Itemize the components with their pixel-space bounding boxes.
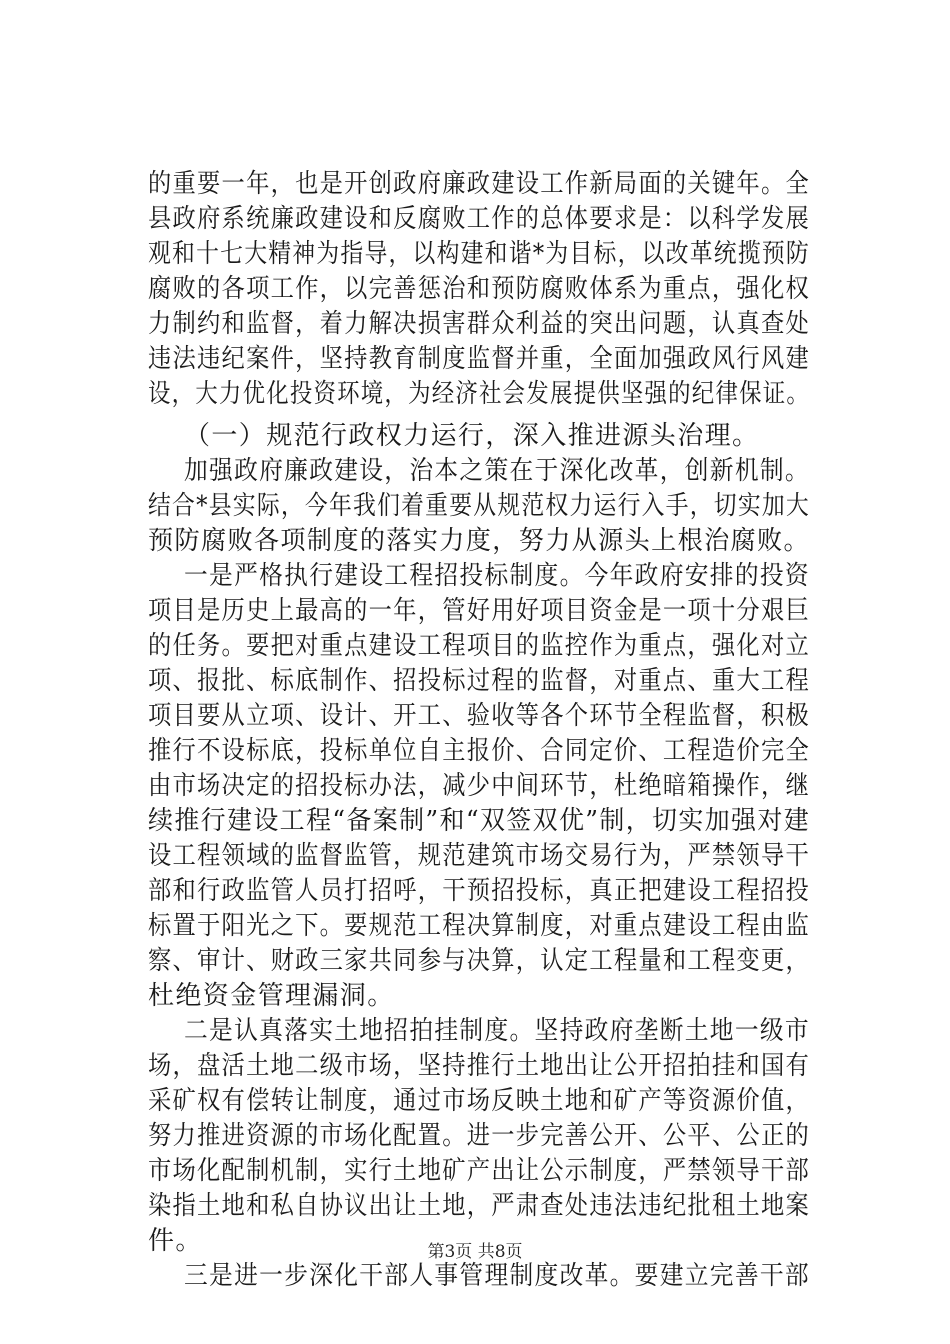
text-line: 项目是历史上最高的一年，管好用好项目资金是一项十分艰巨 — [148, 596, 810, 626]
text-line: 的重要一年，也是开创政府廉政建设工作新局面的关键年。全 — [148, 169, 810, 199]
paragraph-start: 加强政府廉政建设，治本之策在于深化改革，创新机制。 — [184, 456, 810, 486]
text-line: 的任务。要把对重点建设工程项目的监控作为重点，强化对立 — [148, 631, 810, 661]
text-line: 杜绝资金管理漏洞。 — [148, 981, 395, 1011]
paragraph-start: 三是进一步深化干部人事管理制度改革。要建立完善干部 — [184, 1261, 810, 1291]
page-number-footer: 第3页 共8页 — [427, 1242, 523, 1262]
text-line: 由市场决定的招投标办法，减少中间环节，杜绝暗箱操作，继 — [148, 771, 810, 801]
text-line: 力制约和监督，着力解决损害群众利益的突出问题，认真查处 — [148, 309, 810, 339]
text-line: 市场化配制机制，实行土地矿产出让公示制度，严禁领导干部 — [148, 1156, 810, 1186]
section-heading: （一）规范行政权力运行，深入推进源头治理。 — [184, 421, 760, 451]
text-line: 项、报批、标底制作、招投标过程的监督，对重点、重大工程 — [148, 666, 810, 696]
paragraph-start: 一是严格执行建设工程招投标制度。今年政府安排的投资 — [184, 561, 810, 591]
text-line: 观和十七大精神为指导，以构建和谐*为目标，以改革统揽预防 — [148, 239, 810, 269]
text-line: 努力推进资源的市场化配置。进一步完善公开、公平、公正的 — [148, 1121, 810, 1151]
text-line: 部和行政监管人员打招呼，干预招投标，真正把建设工程招投 — [148, 876, 810, 906]
text-line: 采矿权有偿转让制度，通过市场反映土地和矿产等资源价值， — [148, 1086, 810, 1116]
text-line: 推行不设标底，投标单位自主报价、合同定价、工程造价完全 — [148, 736, 810, 766]
text-line: 染指土地和私自协议出让土地，严肃查处违法违纪批租土地案 — [148, 1191, 810, 1221]
text-line: 预防腐败各项制度的落实力度，努力从源头上根治腐败。 — [148, 526, 810, 556]
text-line: 腐败的各项工作，以完善惩治和预防腐败体系为重点，强化权 — [148, 274, 810, 304]
text-line: 件。 — [148, 1226, 203, 1256]
text-line: 场，盘活土地二级市场，坚持推行土地出让公开招拍挂和国有 — [148, 1051, 810, 1081]
text-line: 项目要从立项、设计、开工、验收等各个环节全程监督，积极 — [148, 701, 810, 731]
text-line: 设，大力优化投资环境，为经济社会发展提供坚强的纪律保证。 — [148, 379, 811, 409]
text-line: 结合*县实际，今年我们着重要从规范权力运行入手，切实加大 — [148, 491, 810, 521]
paragraph-start: 二是认真落实土地招拍挂制度。坚持政府垄断土地一级市 — [184, 1016, 810, 1046]
text-line: 设工程领域的监督监管，规范建筑市场交易行为，严禁领导干 — [148, 841, 810, 871]
text-line: 察、审计、财政三家共同参与决算，认定工程量和工程变更， — [148, 946, 810, 976]
text-line: 标置于阳光之下。要规范工程决算制度，对重点建设工程由监 — [148, 911, 810, 941]
text-line: 县政府系统廉政建设和反腐败工作的总体要求是：以科学发展 — [148, 204, 810, 234]
text-line: 续推行建设工程“备案制”和“双签双优”制，切实加强对建 — [148, 806, 811, 836]
text-line: 违法违纪案件，坚持教育制度监督并重，全面加强政风行风建 — [148, 344, 810, 374]
